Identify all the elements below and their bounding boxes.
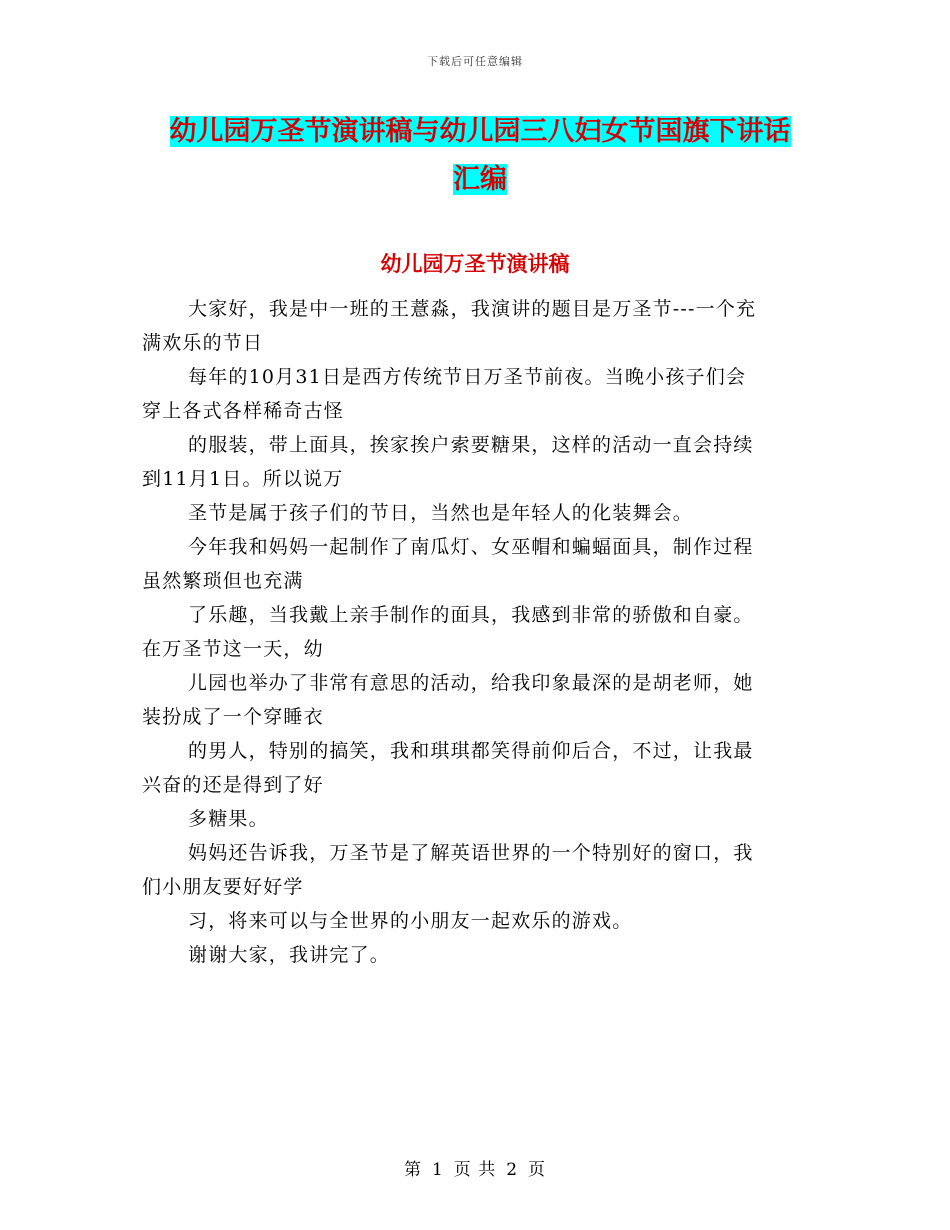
paragraph: 的服装，带上面具，挨家挨户索要糖果，这样的活动一直会持续 到11月1日。所以说万 (142, 434, 754, 490)
document-title-line-2: 汇编 (453, 164, 507, 195)
paragraph: 了乐趣，当我戴上亲手制作的面具，我感到非常的骄傲和自豪。 在万圣节这一天，幼 (142, 604, 754, 660)
paragraph: 今年我和妈妈一起制作了南瓜灯、女巫帽和蝙蝠面具，制作过程 虽然繁琐但也充满 (142, 536, 754, 592)
paragraph: 的男人，特别的搞笑，我和琪琪都笑得前仰后合，不过，让我最 兴奋的还是得到了好 (142, 740, 754, 796)
footer-label-page: 第 (403, 1160, 422, 1180)
header-note: 下载后可任意编辑 (427, 55, 523, 68)
document-title-line-1: 幼儿园万圣节演讲稿与幼儿园三八妇女节国旗下讲话 (169, 116, 791, 147)
footer-label-pages: 页 (528, 1160, 547, 1180)
paragraph: 每年的10月31日是西方传统节日万圣节前夜。当晚小孩子们会 穿上各式各样稀奇古怪 (142, 366, 747, 422)
paragraph: 多糖果。 (188, 808, 269, 830)
section-title: 幼儿园万圣节演讲稿 (380, 252, 570, 276)
paragraph: 谢谢大家，我讲完了。 (188, 944, 391, 966)
paragraph: 妈妈还告诉我，万圣节是了解英语世界的一个特别好的窗口，我 们小朋友要好好学 (142, 842, 754, 898)
paragraph: 习，将来可以与全世界的小朋友一起欢乐的游戏。 (188, 910, 633, 932)
speech-body (142, 292, 810, 972)
footer-label-of: 页 共 (453, 1160, 497, 1180)
paragraph: 儿园也举办了非常有意思的活动，给我印象最深的是胡老师，她 装扮成了一个穿睡衣 (142, 672, 754, 728)
paragraph: 大家好，我是中一班的王薏淼，我演讲的题目是万圣节---一个充 满欢乐的节日 (142, 298, 757, 354)
paragraph: 圣节是属于孩子们的节日，当然也是年轻人的化装舞会。 (188, 502, 694, 524)
footer-current-page: 1 (431, 1160, 444, 1180)
page-footer (0, 1155, 950, 1180)
footer-total-pages: 2 (506, 1160, 519, 1180)
document-title (140, 108, 820, 204)
